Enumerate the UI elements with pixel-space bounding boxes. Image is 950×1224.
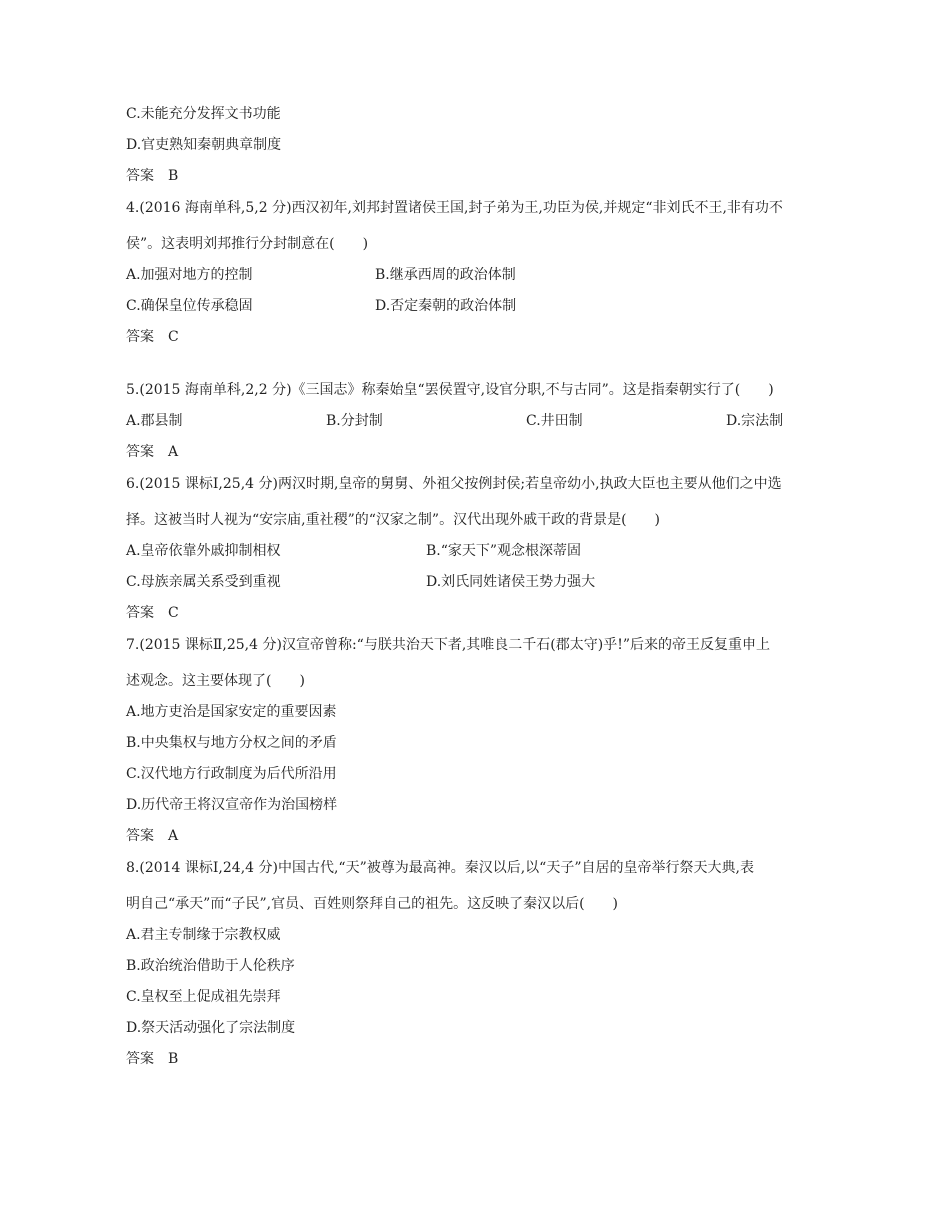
answer-value: A (168, 444, 179, 460)
q4-option-b: B.继承西周的政治体制 (375, 267, 516, 283)
q6-option-c: C.母族亲属关系受到重视 (126, 574, 281, 590)
answer-label: 答案 (126, 168, 154, 184)
answer-label: 答案 (126, 605, 154, 621)
q6-option-a: A.皇帝依靠外戚抑制相权 (126, 543, 281, 559)
q8-option-a: A.君主专制缘于宗教权威 (126, 927, 281, 943)
answer-label: 答案 (126, 444, 154, 460)
q5-option-b: B.分封制 (326, 413, 383, 429)
q7-option-b: B.中央集权与地方分权之间的矛盾 (126, 735, 337, 751)
q7-option-c: C.汉代地方行政制度为后代所沿用 (126, 766, 337, 782)
q7-stem-line2: 述观念。这主要体现了( ) (126, 673, 305, 689)
q5-option-c: C.井田制 (526, 413, 583, 429)
q8-stem-line2: 明自己“承天”而“子民”,官员、百姓则祭拜自己的祖先。这反映了秦汉以后( ) (126, 896, 619, 912)
q5-answer (126, 443, 178, 461)
answer-value: C (168, 329, 179, 345)
answer-label: 答案 (126, 828, 154, 844)
q6-stem-line2: 择。这被当时人视为“安宗庙,重社稷”的“汉家之制”。汉代出现外戚干政的背景是( ) (126, 512, 661, 528)
q8-answer (126, 1050, 178, 1068)
q3-option-c: C.未能充分发挥文书功能 (126, 106, 281, 122)
q8-option-d: D.祭天活动强化了宗法制度 (126, 1020, 296, 1036)
q6-option-d: D.刘氏同姓诸侯王势力强大 (426, 574, 596, 590)
q7-stem-line1: 7.(2015 课标Ⅱ,25,4 分)汉宣帝曾称:“与朕共治天下者,其唯良二千石(郡太守)乎!”后来的帝王反复重申上 (126, 637, 770, 653)
answer-label: 答案 (126, 329, 154, 345)
q3-answer (126, 167, 178, 185)
q4-option-c: C.确保皇位传承稳固 (126, 298, 253, 314)
answer-label: 答案 (126, 1051, 154, 1067)
q8-option-c: C.皇权至上促成祖先崇拜 (126, 989, 281, 1005)
q4-option-a: A.加强对地方的控制 (126, 267, 253, 283)
q4-stem-line1: 4.(2016 海南单科,5,2 分)西汉初年,刘邦封置诸侯王国,封子弟为王,功臣为侯,并规定“非刘氏不王,非有功不 (126, 200, 783, 216)
q3-option-d: D.官吏熟知秦朝典章制度 (126, 137, 282, 153)
q4-stem-line2: 侯”。这表明刘邦推行分封制意在( ) (126, 236, 369, 252)
q6-answer (126, 604, 179, 622)
answer-value: A (168, 828, 179, 844)
q7-option-a: A.地方吏治是国家安定的重要因素 (126, 704, 337, 720)
q5-option-d: D.宗法制 (726, 413, 784, 429)
q4-option-d: D.否定秦朝的政治体制 (375, 298, 517, 314)
q5-stem-line1: 5.(2015 海南单科,2,2 分)《三国志》称秦始皇“罢侯置守,设官分职,不与古同”。这是指秦朝实行了( ) (126, 382, 774, 398)
q8-stem-line1: 8.(2014 课标Ⅰ,24,4 分)中国古代,“天”被尊为最高神。秦汉以后,以“天子”自居的皇帝举行祭天大典,表 (126, 860, 754, 876)
q4-answer (126, 328, 179, 346)
q7-answer (126, 827, 178, 845)
answer-value: C (168, 605, 179, 621)
q7-option-d: D.历代帝王将汉宣帝作为治国榜样 (126, 797, 338, 813)
q6-option-b: B.“家天下”观念根深蒂固 (426, 543, 582, 559)
q6-stem-line1: 6.(2015 课标Ⅰ,25,4 分)两汉时期,皇帝的舅舅、外祖父按例封侯;若皇帝幼小,执政大臣也主要从他们之中选 (126, 476, 782, 492)
q8-option-b: B.政治统治借助于人伦秩序 (126, 958, 295, 974)
q5-option-a: A.郡县制 (126, 413, 183, 429)
answer-value: B (168, 1051, 179, 1067)
answer-value: B (168, 168, 179, 184)
